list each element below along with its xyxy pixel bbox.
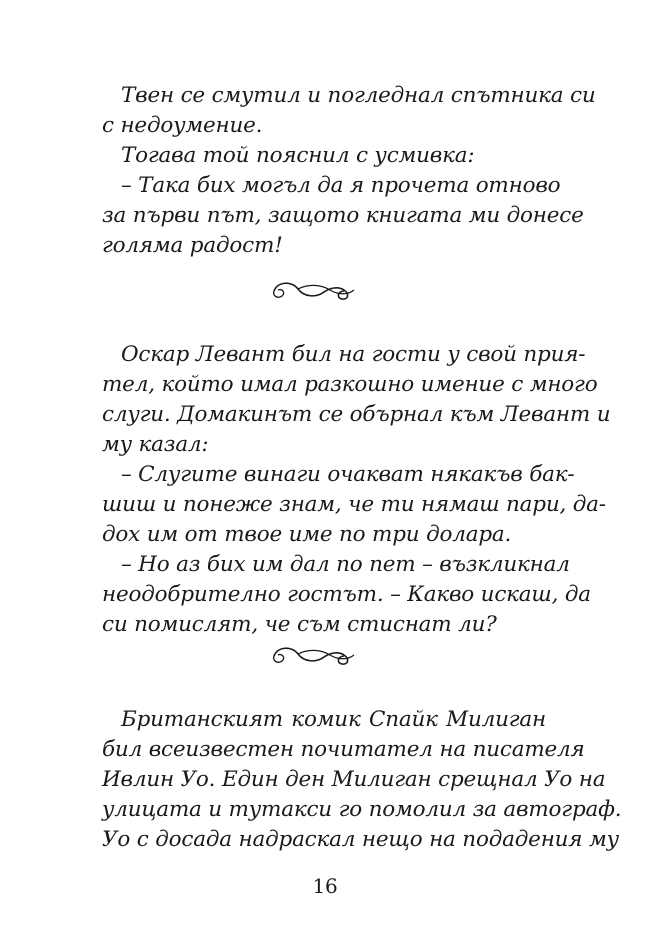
text-line: слуги. Домакинът се обърнал към Левант и (102, 402, 611, 427)
text-line: голяма радост! (102, 233, 283, 258)
text-line: Твен се смутил и погледнал спътника си (121, 83, 596, 108)
text-line: бил всеизвестен почитател на писателя (102, 737, 585, 762)
text-line: улицата и тутакси го помолил за автограф. (102, 797, 622, 822)
text-line: неодобрително гостът. – Какво искаш, да (102, 582, 591, 607)
text-line: Оскар Левант бил на гости у свой прия- (121, 342, 586, 367)
text-line: Тогава той пояснил с усмивка: (121, 143, 475, 168)
text-line: – Така бих могъл да я прочета отново (121, 173, 561, 198)
text-line: шиш и понеже знам, че ти нямаш пари, да- (102, 492, 606, 517)
flourish-divider-icon (268, 278, 358, 304)
text-line: – Слугите винаги очакват някакъв бак- (121, 462, 575, 487)
flourish-divider-icon (268, 643, 358, 669)
text-line: – Но аз бих им дал по пет – възкликнал (121, 552, 570, 577)
text-line: Уо с досада надраскал нещо на подадения му (102, 827, 619, 852)
text-line: с недоумение. (102, 113, 263, 138)
page-number: 16 (312, 874, 338, 898)
text-line: за първи път, защото книгата ми донесе (102, 203, 584, 228)
text-line: му казал: (102, 432, 209, 457)
text-line: тел, който имал разкошно имение с много (102, 372, 598, 397)
text-line: дох им от твое име по три долара. (102, 522, 512, 547)
text-line: си помислят, че съм стиснат ли? (102, 612, 497, 637)
text-line: Британският комик Спайк Милиган (121, 707, 546, 732)
text-line: Ивлин Уо. Един ден Милиган срещнал Уо на (102, 767, 606, 792)
